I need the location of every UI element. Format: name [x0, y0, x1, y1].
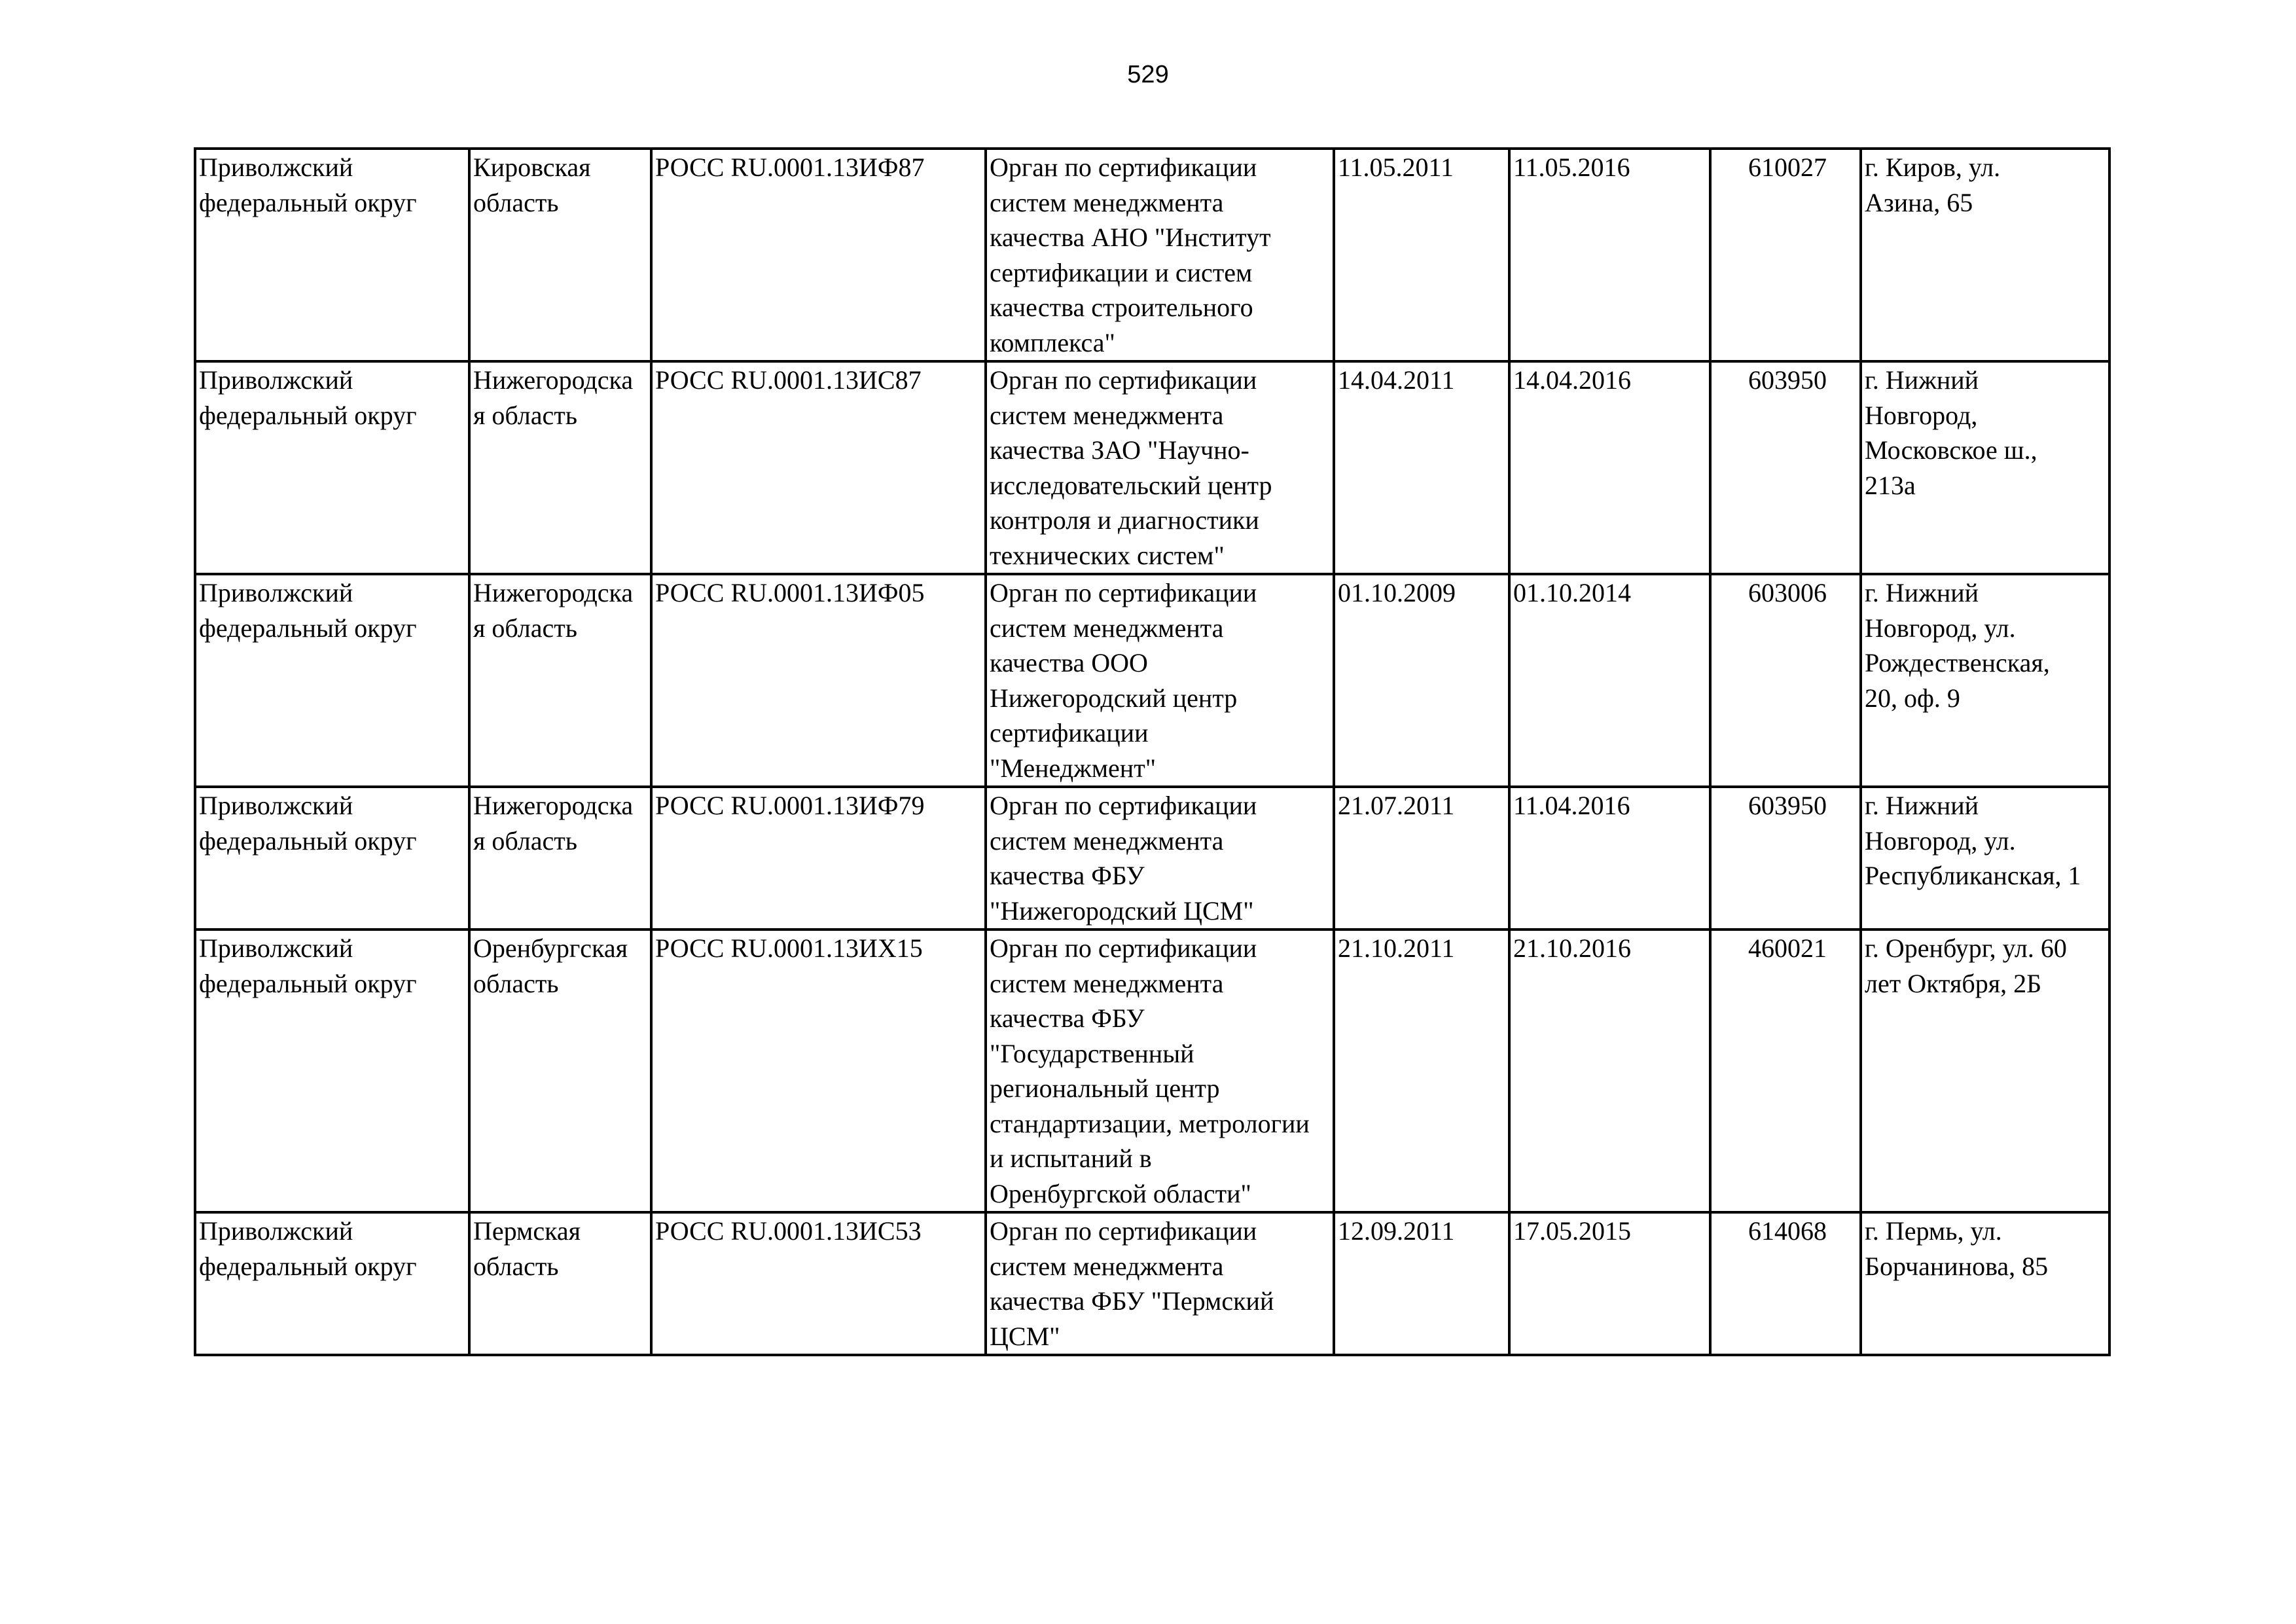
district-cell: Приволжский федеральный округ	[195, 149, 469, 361]
organization-cell: Орган по сертификации систем менеджмента качества ЗАО "Научно- исследовательский центр контроля и диагностики технических систем"	[986, 361, 1334, 574]
registration-number-cell: РОСС RU.0001.13ИФ05	[651, 574, 986, 787]
date-from-cell: 14.04.2011	[1334, 361, 1509, 574]
postcode-cell: 614068	[1710, 1212, 1861, 1355]
registration-number-cell: РОСС RU.0001.13ИФ87	[651, 149, 986, 361]
region-cell: Нижегородска я область	[469, 787, 651, 929]
address-cell: г. Киров, ул. Азина, 65	[1861, 149, 2109, 361]
registration-number-cell: РОСС RU.0001.13ИФ79	[651, 787, 986, 929]
address-cell: г. Нижний Новгород, ул. Рождественская, 20, оф. 9	[1861, 574, 2109, 787]
date-to-cell: 11.05.2016	[1509, 149, 1710, 361]
region-cell: Пермская область	[469, 1212, 651, 1355]
postcode-cell: 610027	[1710, 149, 1861, 361]
postcode-cell: 603950	[1710, 787, 1861, 929]
date-to-cell: 21.10.2016	[1509, 929, 1710, 1212]
table-row	[195, 787, 2109, 929]
date-to-cell: 01.10.2014	[1509, 574, 1710, 787]
region-cell: Кировская область	[469, 149, 651, 361]
table-row	[195, 361, 2109, 574]
table-row	[195, 574, 2109, 787]
region-cell: Нижегородска я область	[469, 574, 651, 787]
registration-number-cell: РОСС RU.0001.13ИС87	[651, 361, 986, 574]
table-row	[195, 1212, 2109, 1355]
organization-cell: Орган по сертификации систем менеджмента качества ФБУ "Нижегородский ЦСМ"	[986, 787, 1334, 929]
address-cell: г. Оренбург, ул. 60 лет Октября, 2Б	[1861, 929, 2109, 1212]
table-row	[195, 929, 2109, 1212]
organization-cell: Орган по сертификации систем менеджмента качества ФБУ "Пермский ЦСМ"	[986, 1212, 1334, 1355]
date-to-cell: 17.05.2015	[1509, 1212, 1710, 1355]
district-cell: Приволжский федеральный округ	[195, 361, 469, 574]
organization-cell: Орган по сертификации систем менеджмента качества ООО Нижегородский центр сертификации "Менеджмент"	[986, 574, 1334, 787]
district-cell: Приволжский федеральный округ	[195, 1212, 469, 1355]
date-from-cell: 12.09.2011	[1334, 1212, 1509, 1355]
date-to-cell: 14.04.2016	[1509, 361, 1710, 574]
region-cell: Оренбургская область	[469, 929, 651, 1212]
table-row	[195, 149, 2109, 361]
date-from-cell: 21.10.2011	[1334, 929, 1509, 1212]
address-cell: г. Пермь, ул. Борчанинова, 85	[1861, 1212, 2109, 1355]
address-cell: г. Нижний Новгород, ул. Республиканская, 1	[1861, 787, 2109, 929]
organization-cell: Орган по сертификации систем менеджмента качества ФБУ "Государственный региональный центр стандартизации, метрологии и испытаний в Оренбургской области"	[986, 929, 1334, 1212]
district-cell: Приволжский федеральный округ	[195, 574, 469, 787]
date-from-cell: 21.07.2011	[1334, 787, 1509, 929]
page-number: 529	[1127, 61, 1169, 88]
postcode-cell: 603006	[1710, 574, 1861, 787]
organization-cell: Орган по сертификации систем менеджмента качества АНО "Институт сертификации и систем качества строительного комплекса"	[986, 149, 1334, 361]
date-from-cell: 01.10.2009	[1334, 574, 1509, 787]
postcode-cell: 603950	[1710, 361, 1861, 574]
registration-number-cell: РОСС RU.0001.13ИХ15	[651, 929, 986, 1212]
registration-number-cell: РОСС RU.0001.13ИС53	[651, 1212, 986, 1355]
date-to-cell: 11.04.2016	[1509, 787, 1710, 929]
postcode-cell: 460021	[1710, 929, 1861, 1212]
district-cell: Приволжский федеральный округ	[195, 787, 469, 929]
date-from-cell: 11.05.2011	[1334, 149, 1509, 361]
district-cell: Приволжский федеральный округ	[195, 929, 469, 1212]
certification-registry-table	[194, 147, 2111, 1356]
address-cell: г. Нижний Новгород, Московское ш., 213а	[1861, 361, 2109, 574]
region-cell: Нижегородска я область	[469, 361, 651, 574]
